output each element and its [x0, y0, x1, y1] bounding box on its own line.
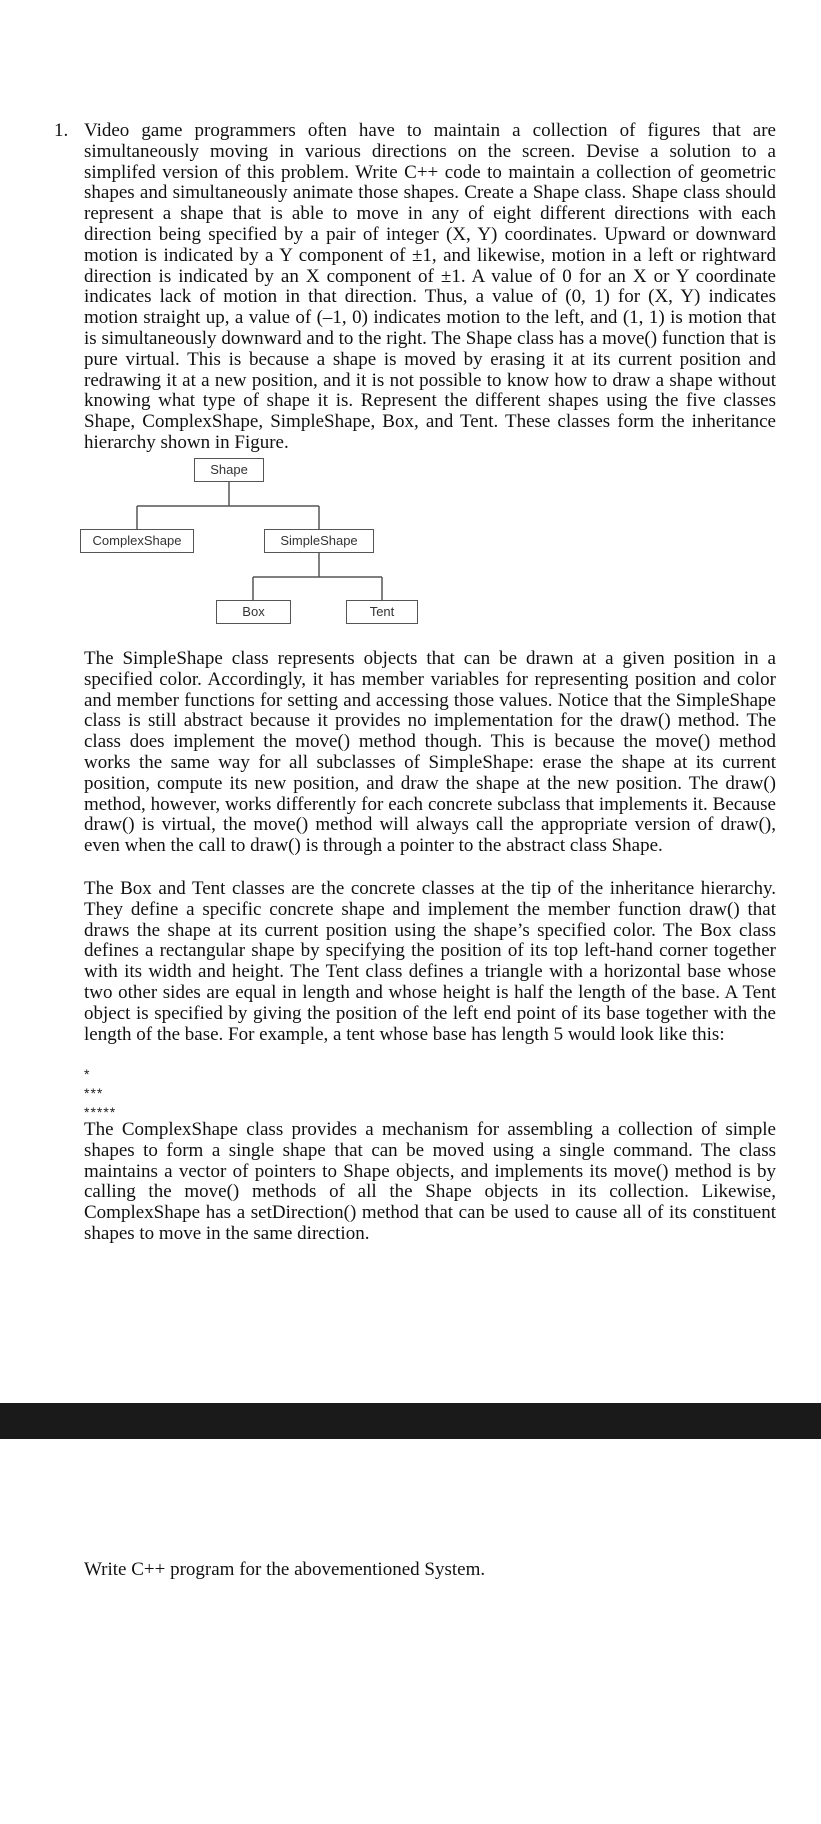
complexshape-paragraph: The ComplexShape class provides a mechanism for assembling a collection of simple shapes to form a single shape that can be moved using a single command. The class maintains a vector of pointers to Shape objects, and implements its move() method is by calling the move() methods of all the Shape objects in its collection. Likewise, ComplexShape has a setDirection() method that can be used to cause all of its constituent shapes to move in the same direction.	[84, 1119, 776, 1244]
tent-ascii-example	[84, 1065, 116, 1122]
simpleshape-paragraph: The SimpleShape class represents objects that can be drawn at a given position in a specified color. Accordingly, it has member variables for representing position and color and member functions for setting and accessing those values. Notice that the SimpleShape class is still abstract because it provides no implementation for the draw() method. The class does implement the move() method though. This is because the move() method works the same way for all subclasses of SimpleShape: erase the shape at its current position, compute its new position, and draw the shape at the new position. The draw() method, however, works differently for each concrete subclass that implements it. Because draw() is virtual, the move() method will always call the appropriate version of draw(), even when the call to draw() is through a pointer to the abstract class Shape.	[84, 648, 776, 857]
question-intro-paragraph: Video game programmers often have to maintain a collection of figures that are simultaneously moving in various directions on the screen. Devise a solution to a simplifed version of this problem. Write C++ code to maintain a collection of geometric shapes and simultaneously animate those shapes. Create a Shape class. Shape class should represent a shape that is able to move in any of eight different directions with each direction being specified by a pair of integer (X, Y) coordinates. Upward or downward motion is indicated by a Y component of ±1, and likewise, motion in a left or rightward direction is indicated by an X component of ±1. A value of 0 for an X or Y coordinate indicates lack of motion in that direction. Thus, a value of (0, 1) for (X, Y) indicates motion straight up, a value of (–1, 0) indicates motion to the left, and (1, 1) is motion that is simultaneously downward and to the right. The Shape class has a move() function that is pure virtual. This is because a shape is moved by erasing it at its current position and redrawing it at a new position, and it is not possible to know how to draw a shape without knowing what type of shape it is. Represent the different shapes using the five classes Shape, ComplexShape, SimpleShape, Box, and Tent. These classes form the inheritance hierarchy shown in Figure.	[84, 120, 776, 453]
tent-line-2: ***	[84, 1085, 104, 1101]
box-class-node: Box	[216, 600, 291, 624]
box-tent-paragraph: The Box and Tent classes are the concrete classes at the tip of the inheritance hierarchy. They define a specific concrete shape and implement the member function draw() that draws the shape at its current position using the shape’s specified color. The Box class defines a rectangular shape by specifying the position of its top left-hand corner together with its width and height. The Tent class defines a triangle with a horizontal base whose two other sides are equal in length and whose height is half the length of the base. A Tent object is specified by giving the position of the left end point of its base together with the length of the base. For example, a tent whose base has length 5 would look like this:	[84, 878, 776, 1045]
simpleshape-class-node: SimpleShape	[264, 529, 374, 553]
complexshape-class-node: ComplexShape	[80, 529, 194, 553]
tent-class-node: Tent	[346, 600, 418, 624]
tent-line-1: *	[84, 1066, 91, 1082]
black-divider-band	[0, 1403, 821, 1439]
tent-line-3: *****	[84, 1104, 117, 1120]
inheritance-diagram	[80, 458, 420, 628]
task-instruction: Write C++ program for the abovementioned System.	[84, 1559, 486, 1580]
shape-class-node: Shape	[194, 458, 264, 482]
question-number: 1.	[54, 120, 69, 141]
